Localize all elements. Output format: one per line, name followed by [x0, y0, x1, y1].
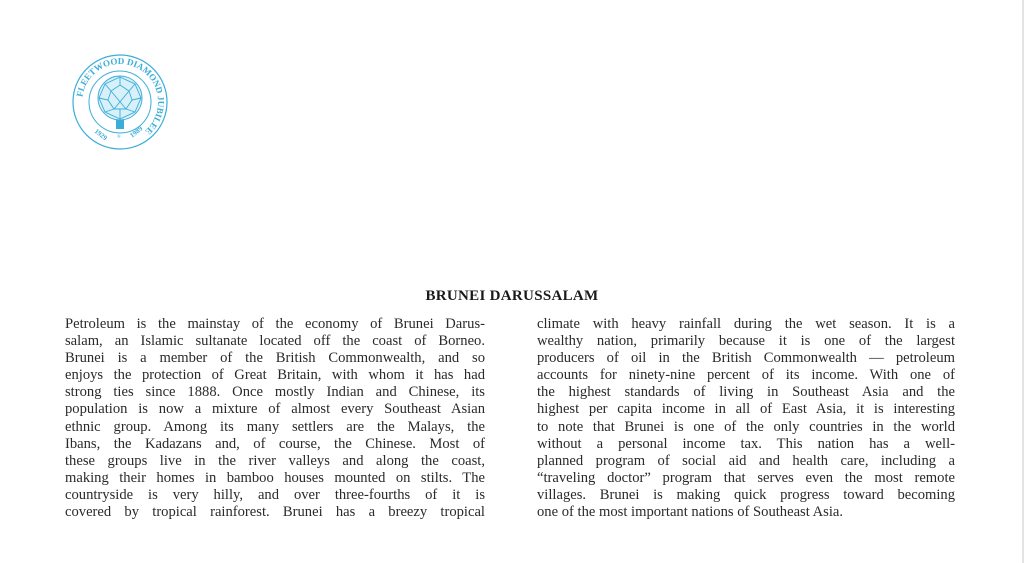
article-text-line: planned program of social aid and health care, including a [537, 452, 955, 469]
article-text-line: making their homes in bamboo houses mounted on stilts. The [65, 469, 485, 486]
article-left-column [65, 316, 485, 521]
article-text-line: villages. Brunei is making quick progress toward becoming [537, 486, 955, 503]
article-text-line: these groups live in the river valleys and along the coast, [65, 452, 485, 469]
article-text-line: producers of oil in the British Commonwealth — petroleum [537, 350, 955, 367]
article-text-line: “traveling doctor” program that serves even the most remote [537, 469, 955, 486]
article-text-line: salam, an Islamic sultanate located off the coast of Borneo. [65, 333, 485, 350]
seal-year-left: 1929 [92, 127, 109, 143]
logo-square-icon [116, 120, 124, 129]
article-text-line: accounts for ninety-nine percent of its income. With one of [537, 367, 955, 384]
article-text-line: strong ties since 1888. Once mostly Indian and Chinese, its [65, 384, 485, 401]
article-text-line: Ibans, the Kadazans and, of course, the Chinese. Most of [65, 435, 485, 452]
article-text-line: to note that Brunei is one of the only countries in the world [537, 418, 955, 435]
article-text-line: countryside is very hilly, and over three-fourths of it is [65, 486, 485, 503]
article-text-line: population is now a mixture of almost every Southeast Asian [65, 401, 485, 418]
article-title: BRUNEI DARUSSALAM [425, 288, 599, 304]
article-text-line: one of the most important nations of Southeast Asia. [537, 504, 844, 521]
article-text-line: covered by tropical rainforest. Brunei has a breezy tropical [65, 504, 485, 521]
registered-mark: ® [117, 135, 121, 140]
article-text-line: highest per capita income in all of East Asia, it is interesting [537, 401, 955, 418]
seal-year-right: 1989 [128, 124, 145, 140]
article-text-line: enjoys the protection of Great Britain, with whom it has had [65, 367, 485, 384]
article-text-line: wealthy nation, primarily because it is one of the largest [537, 333, 955, 350]
article-text-line: climate with heavy rainfall during the wet season. It is a [537, 316, 955, 332]
article-text-line: the highest standards of living in Southeast Asia and the [537, 384, 955, 401]
article-text-line: ethnic group. Among its many settlers are the Malays, the [65, 418, 485, 435]
fleetwood-diamond-jubilee-seal-icon [70, 52, 170, 152]
article-right-column [537, 316, 955, 521]
diamond-icon [98, 76, 142, 120]
article-text-line: Brunei is a member of the British Commonwealth, and so [65, 350, 485, 367]
article-text-line: Petroleum is the mainstay of the economy of Brunei Darus- [65, 316, 485, 332]
seal-ring-text: FLEETWOOD DIAMOND JUBILEE [74, 55, 167, 137]
article-text-line: without a personal income tax. This nation has a well- [537, 435, 955, 452]
